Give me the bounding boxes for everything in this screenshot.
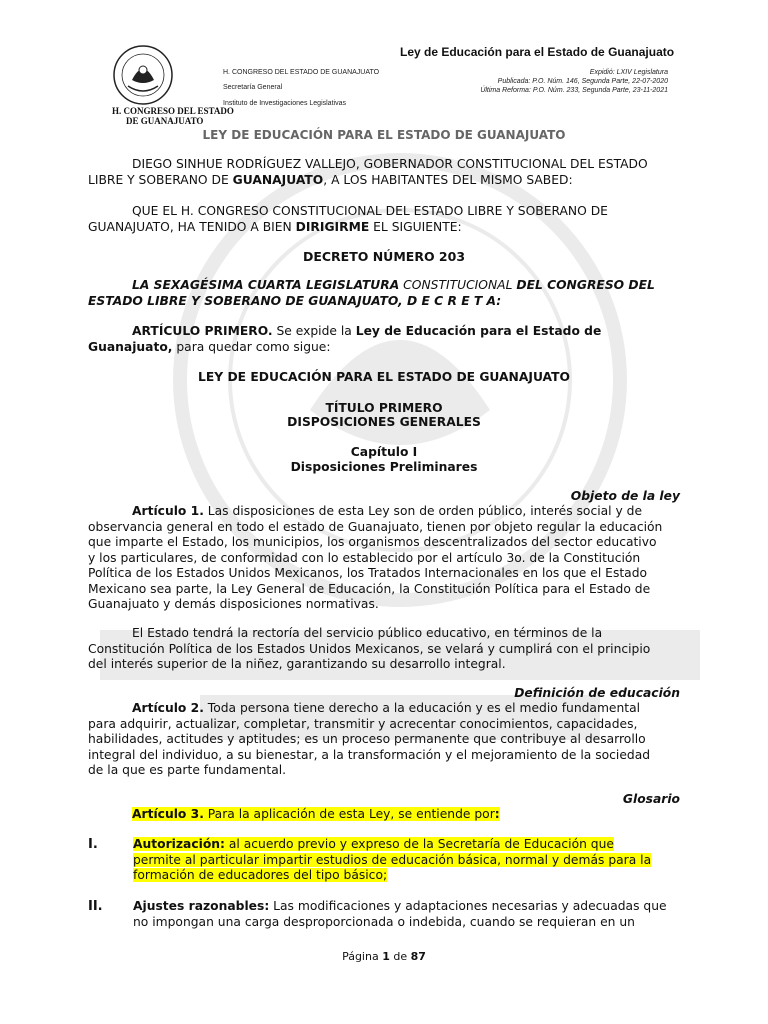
article-2-line-5: de la que es parte fundamental. xyxy=(88,763,287,777)
header-institution: H. CONGRESO DEL ESTADO DE GUANAJUATO xyxy=(223,69,380,76)
item-1 xyxy=(133,837,680,884)
rectoria-line-2: Constitución Política de los Estados Unidos Mexicanos, se velará y cumplirá con el principio xyxy=(88,641,651,656)
article-1-line-6: Mexicano sea parte, la Ley General de Educación, la Constitución Política para el Estado de xyxy=(88,581,651,596)
article-1-rectoria xyxy=(88,626,680,673)
p4-label: ARTÍCULO PRIMERO. xyxy=(132,324,273,338)
footer-of: de xyxy=(389,950,411,963)
article-1-label: Artículo 1. xyxy=(132,504,204,518)
item-2-label: Ajustes razonables: xyxy=(133,899,270,913)
legislature-paragraph xyxy=(88,278,680,309)
logo-line-1: H. CONGRESO DEL ESTADO xyxy=(112,106,234,116)
p4-law-name: Ley de Educación para el Estado de xyxy=(355,324,602,338)
p3-legislatura: LA SEXAGÉSIMA CUARTA LEGISLATURA xyxy=(132,278,400,292)
article-1-line-5: Política de los Estados Unidos Mexicanos, los Tratados Internacionales en los que el Estado xyxy=(88,566,648,580)
item-1-line-3: formación de educadores del tipo básico; xyxy=(133,868,388,882)
p1-text-end: , A LOS HABITANTES DEL MISMO SABED: xyxy=(323,172,573,187)
article-2-line-2: para adquirir, actualizar, completar, transmitir y acrecentar conocimientos, capacidades, xyxy=(88,716,638,731)
p2-line-1: QUE EL H. CONGRESO CONSTITUCIONAL DEL ESTADO LIBRE Y SOBERANO DE xyxy=(132,204,608,218)
document-title-header: Ley de Educación para el Estado de Guanajuato xyxy=(400,45,675,59)
p2-text-end: EL SIGUIENTE: xyxy=(369,219,462,234)
article-1 xyxy=(88,504,680,613)
law-heading: LEY DE EDUCACIÓN PARA EL ESTADO DE GUANAJUATO xyxy=(198,370,570,384)
item-2-line-1: Las modificaciones y adaptaciones necesarias y adecuadas que xyxy=(269,899,667,913)
logo-line-2: DE GUANAJUATO xyxy=(126,116,204,126)
p2-dirigirme: DIRIGIRME xyxy=(295,219,370,234)
article-2-label: Artículo 2. xyxy=(132,701,204,715)
page-total: 87 xyxy=(410,950,426,963)
article-first-paragraph xyxy=(88,324,680,355)
promulgation-paragraph xyxy=(88,157,680,188)
chapter-name: Disposiciones Preliminares xyxy=(290,460,478,474)
congress-paragraph xyxy=(88,204,680,235)
seal-icon xyxy=(112,44,174,106)
header-ultima-reforma: Última Reforma: P.O. Núm. 233, Segunda Parte, 23-11-2021 xyxy=(480,87,668,94)
article-3-label: Artículo 3. xyxy=(132,807,204,821)
article-1-line-1: Las disposiciones de esta Ley son de orden público, interés social y de xyxy=(203,504,643,518)
page-number: 1 xyxy=(382,950,390,963)
p4-text: Se expide la xyxy=(272,324,356,338)
chapter-number: Capítulo I xyxy=(350,445,418,459)
p1-text: LIBRE Y SOBERANO DE xyxy=(88,172,233,187)
law-title: LEY DE EDUCACIÓN PARA EL ESTADO DE GUANAJUATO xyxy=(202,128,566,142)
heading-glosario: Glosario xyxy=(622,792,680,806)
title-name: DISPOSICIONES GENERALES xyxy=(287,415,481,429)
p3-constitucional: CONSTITUCIONAL xyxy=(399,278,517,292)
p2-text: GUANAJUATO, HA TENIDO A BIEN xyxy=(88,219,296,234)
p4-text-end: para quedar como sigue: xyxy=(172,339,331,354)
heading-definicion: Definición de educación xyxy=(514,686,680,700)
item-2 xyxy=(133,899,680,930)
article-1-line-3: que imparte el Estado, los municipios, los organismos descentralizados del sector educativo xyxy=(88,535,657,549)
article-1-line-2: observancia general en todo el estado de Guanajuato, tienen por objeto regular la educación xyxy=(88,519,663,534)
item-1-number: I. xyxy=(88,837,98,852)
article-2-line-1: Toda persona tiene derecho a la educación y es el medio fundamental xyxy=(203,701,641,715)
p3-decreta: ESTADO LIBRE Y SOBERANO DE GUANAJUATO, D E C R E T A: xyxy=(88,293,502,308)
p1-line-1: DIEGO SINHUE RODRÍGUEZ VALLEJO, GOBERNADOR CONSTITUCIONAL DEL ESTADO xyxy=(132,157,648,171)
footer-prefix: Página xyxy=(342,950,383,963)
article-2-line-3: habilidades, actitudes y aptitudes; es un proceso permanente que contribuye al desarrollo xyxy=(88,732,646,746)
p1-state: GUANAJUATO xyxy=(232,172,324,187)
heading-objeto: Objeto de la ley xyxy=(570,489,680,503)
article-3-text: Para la aplicación de esta Ley, se entiende por xyxy=(203,807,495,821)
rectoria-line-3: del interés superior de la niñez, garantizando su desarrollo integral. xyxy=(88,657,506,671)
p3-congreso: DEL CONGRESO DEL xyxy=(516,278,655,292)
article-1-line-7: Guanajuato y demás disposiciones normativas. xyxy=(88,597,379,611)
article-3 xyxy=(88,807,680,823)
rectoria-line-1: El Estado tendrá la rectoría del servicio público educativo, en términos de la xyxy=(132,626,603,640)
article-1-line-4: y los particulares, de conformidad con lo establecido por el artículo 3o. de la Constitución xyxy=(88,550,641,565)
item-2-line-2: no impongan una carga desproporcionada o indebida, cuando se requieran en un xyxy=(133,914,635,929)
item-2-number: II. xyxy=(88,899,103,914)
header-publicada: Publicada: P.O. Núm. 146, Segunda Parte, 22-07-2020 xyxy=(497,78,668,85)
p4-guanajuato: Guanajuato, xyxy=(88,339,173,354)
item-1-line-1: al acuerdo previo y expreso de la Secretaría de Educación que xyxy=(224,837,614,851)
article-3-colon: : xyxy=(494,807,500,821)
article-2 xyxy=(88,701,680,779)
header-instituto: Instituto de Investigaciones Legislativas xyxy=(223,100,346,107)
header-expidio: Expidió: LXIV Legislatura xyxy=(589,69,668,76)
title-number: TÍTULO PRIMERO xyxy=(325,401,443,415)
page-footer xyxy=(0,950,768,963)
item-1-label: Autorización: xyxy=(133,837,225,851)
decree-number: DECRETO NÚMERO 203 xyxy=(302,249,466,264)
header-secretaria: Secretaría General xyxy=(223,84,283,91)
article-2-line-4: integral del individuo, a su bienestar, a la transformación y el mejoramiento de la sociedad xyxy=(88,747,651,762)
item-1-line-2: permite al particular impartir estudios de educación básica, normal y demás para la xyxy=(133,852,652,867)
